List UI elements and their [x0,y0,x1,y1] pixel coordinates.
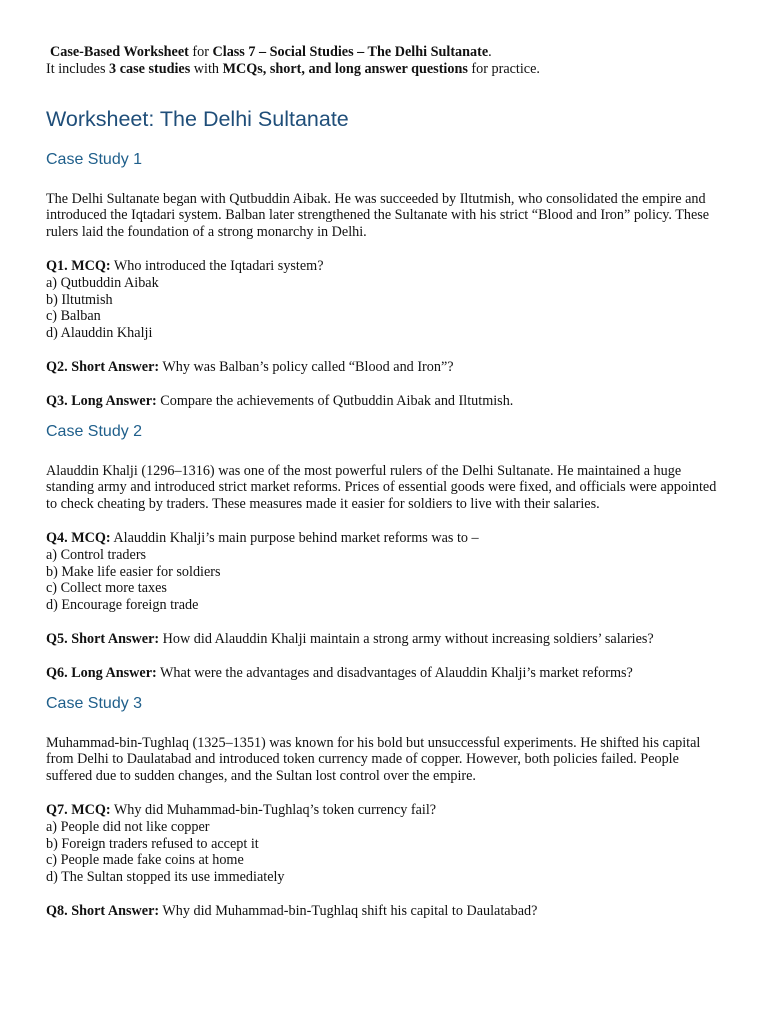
question-label: Q8. Short Answer: [46,902,160,919]
case-heading: Case Study 1 [46,150,143,168]
intro [46,44,728,78]
option-list [46,819,728,886]
intro-text: 3 case studies [109,60,191,77]
case-study-3 [46,694,728,920]
option-list [46,275,728,342]
question-text: Why was Balban’s policy called “Blood and Iron”? [159,358,454,375]
question-q4 [46,530,728,614]
intro-text: Case-Based Worksheet [50,44,189,60]
question-q8 [46,903,728,920]
intro-text: . [488,44,492,60]
option: a) People did not like copper [46,818,210,835]
option: d) The Sultan stopped its use immediately [46,869,285,886]
question-label: Q1. MCQ: [46,257,111,274]
option: d) Alauddin Khalji [46,325,153,342]
intro-text: with [190,60,223,77]
option: a) Qutbuddin Aibak [46,274,159,291]
case-passage: The Delhi Sultanate began with Qutbuddin Aibak. He was succeeded by Iltutmish, who consolidated the empire and introduced the Iqtadari system. Balban later strengthened the Sultanate with his strict “Blood and Iron” policy. These rulers laid the foundation of a strong monarchy in Delhi. [46,190,710,241]
intro-text: MCQs, short, and long answer questions [222,60,468,77]
intro-text: It includes [46,60,110,77]
intro-line-1 [46,44,728,61]
question-text: Compare the achievements of Qutbuddin Aibak and Iltutmish. [156,392,514,409]
question-label: Q4. MCQ: [46,529,111,546]
question-text: Why did Muhammad-bin-Tughlaq’s token currency fail? [110,801,437,818]
question-text: Why did Muhammad-bin-Tughlaq shift his capital to Daulatabad? [159,902,538,919]
option: c) People made fake coins at home [46,852,244,869]
question-q5 [46,631,728,648]
question-q6 [46,665,728,682]
intro-text: Class 7 – Social Studies – The Delhi Sultanate [212,44,489,60]
question-label: Q7. MCQ: [46,801,111,818]
question-q3 [46,393,728,410]
question-text: Who introduced the Iqtadari system? [110,257,324,274]
option: d) Encourage foreign trade [46,597,199,614]
question-label: Q3. Long Answer: [46,392,157,409]
case-passage: Alauddin Khalji (1296–1316) was one of the most powerful rulers of the Delhi Sultanate. He maintained a huge standing army and introduced strict market reforms. Prices of essential goods were fixed, and officials were appointed to check cheating by traders. These measures made it easier for soldiers to live with their salaries. [46,462,717,513]
option: c) Balban [46,308,101,325]
intro-line-2 [46,61,728,78]
case-study-2 [46,422,728,682]
question-q1 [46,258,728,342]
question-text: What were the advantages and disadvantages of Alauddin Khalji’s market reforms? [156,664,633,681]
question-label: Q2. Short Answer: [46,358,160,375]
option: b) Foreign traders refused to accept it [46,835,259,852]
question-q2 [46,359,728,376]
case-study-1 [46,150,728,410]
case-heading: Case Study 3 [46,694,143,712]
question-label: Q5. Short Answer: [46,630,160,647]
option: b) Make life easier for soldiers [46,563,221,580]
intro-text: for [188,44,213,60]
case-heading: Case Study 2 [46,422,143,440]
case-passage: Muhammad-bin-Tughlaq (1325–1351) was known for his bold but unsuccessful experiments. He shifted his capital from Delhi to Daulatabad and introduced token currency made of copper. However, both policies failed. People suffered due to sudden changes, and the Sultan lost control over the empire. [46,734,701,785]
page-title: Worksheet: The Delhi Sultanate [46,106,349,131]
option-list [46,547,728,614]
option: a) Control traders [46,546,147,563]
intro-text: for practice. [467,60,540,77]
question-q7 [46,802,728,886]
question-label: Q6. Long Answer: [46,664,157,681]
option: b) Iltutmish [46,291,113,308]
option: c) Collect more taxes [46,580,167,597]
question-text: How did Alauddin Khalji maintain a strong army without increasing soldiers’ salaries? [159,630,654,647]
question-text: Alauddin Khalji’s main purpose behind market reforms was to – [110,529,479,546]
